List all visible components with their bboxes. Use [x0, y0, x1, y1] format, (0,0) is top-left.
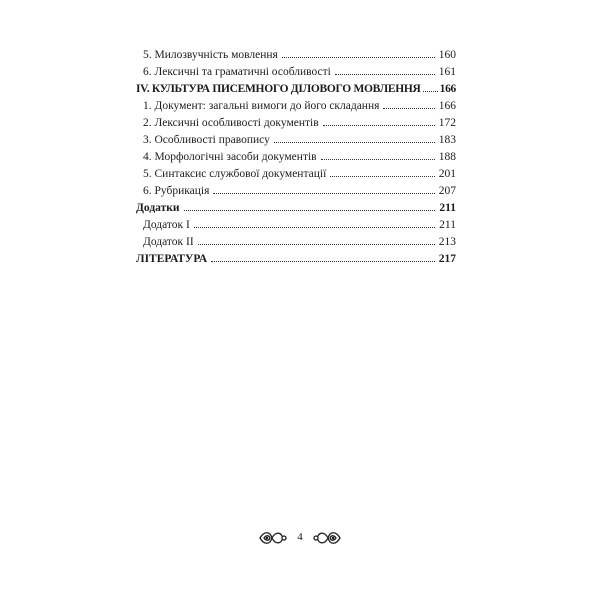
- toc-entry-page: 161: [438, 66, 456, 78]
- toc-section-heading: [136, 201, 456, 215]
- toc-section-heading: [136, 252, 456, 266]
- toc-entry-page: 160: [438, 49, 456, 61]
- dot-leader: [323, 125, 435, 126]
- toc-entry-page: 183: [438, 134, 456, 146]
- toc-entry-title: 1. Документ: загальні вимоги до його складання: [143, 100, 380, 112]
- page-footer: [258, 528, 342, 548]
- toc-entry: [143, 167, 456, 181]
- toc-entry-page: 211: [439, 202, 456, 214]
- dot-leader: [274, 142, 435, 143]
- dot-leader: [335, 74, 435, 75]
- ornament-icon: [312, 528, 342, 548]
- toc-entry-page: 207: [438, 185, 456, 197]
- toc-entry: [143, 65, 456, 79]
- toc-entry-page: 201: [438, 168, 456, 180]
- toc-entry-page: 213: [438, 236, 456, 248]
- toc-entry: [143, 150, 456, 164]
- dot-leader: [383, 108, 434, 109]
- dot-leader: [194, 227, 435, 228]
- toc-entry-page: 188: [438, 151, 456, 163]
- toc-entry-title: 6. Лексичні та граматичні особливості: [143, 66, 331, 78]
- dot-leader: [282, 57, 435, 58]
- toc-entry-title: ЛІТЕРАТУРА: [136, 253, 208, 265]
- page-number: 4: [297, 531, 303, 543]
- dot-leader: [423, 91, 438, 92]
- dot-leader: [213, 193, 434, 194]
- toc-entry: [143, 99, 456, 113]
- toc-entry-title: 6. Рубрикація: [143, 185, 210, 197]
- ornament-icon: [258, 528, 288, 548]
- toc-entry-title: 2. Лексичні особливості документів: [143, 117, 319, 129]
- toc-entry: [143, 116, 456, 130]
- dot-leader: [184, 210, 436, 211]
- dot-leader: [330, 176, 434, 177]
- toc-entry: [143, 235, 456, 249]
- dot-leader: [321, 159, 435, 160]
- dot-leader: [211, 261, 435, 262]
- toc-entry-title: Додатки: [136, 202, 180, 214]
- toc-entry: [143, 48, 456, 62]
- toc-entry: [143, 133, 456, 147]
- toc-entry-page: 166: [438, 100, 456, 112]
- toc-section-heading: [136, 82, 456, 96]
- toc-entry-title: IV. КУЛЬТУРА ПИСЕМНОГО ДІЛОВОГО МОВЛЕННЯ: [136, 83, 421, 95]
- toc-entry: [143, 218, 456, 232]
- toc-entry-page: 166: [439, 83, 456, 95]
- toc-entry-page: 211: [439, 219, 456, 231]
- toc-entry-page: 172: [438, 117, 456, 129]
- toc-entry-title: 3. Особливості правопису: [143, 134, 270, 146]
- toc-entry-title: 5. Милозвучність мовлення: [143, 49, 278, 61]
- toc-entry-title: 5. Синтаксис службової документації: [143, 168, 327, 180]
- dot-leader: [198, 244, 435, 245]
- toc-entry-title: 4. Морфологічні засоби документів: [143, 151, 317, 163]
- toc-entry-title: Додаток II: [143, 236, 194, 248]
- toc-entry-page: 217: [438, 253, 456, 265]
- toc-entry: [143, 184, 456, 198]
- toc-entry-title: Додаток I: [143, 219, 190, 231]
